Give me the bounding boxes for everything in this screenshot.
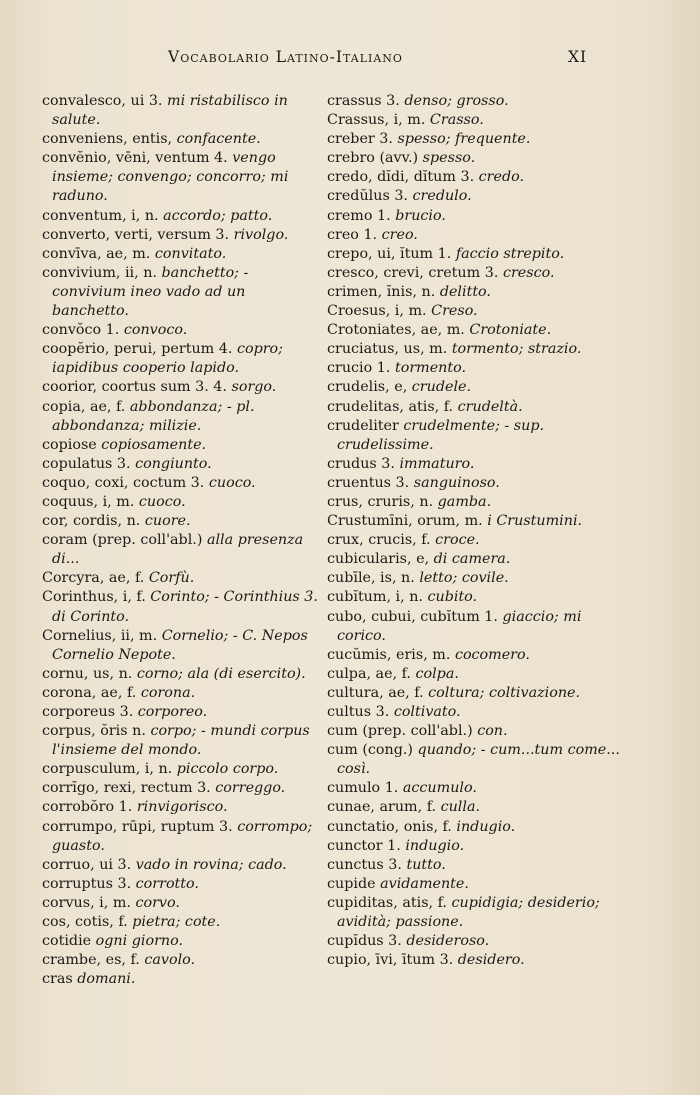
dictionary-entry <box>327 187 627 206</box>
entry-gloss: denso; grosso. <box>404 93 509 109</box>
entry-lemma: cunctus 3. <box>327 856 407 873</box>
entry-gloss: desidero. <box>457 952 525 969</box>
entry-gloss: crudele. <box>411 379 472 396</box>
entry-gloss: sanguinoso. <box>413 474 500 491</box>
entry-gloss: indugio. <box>405 837 465 854</box>
entry-lemma: cum (cong.) <box>327 742 418 759</box>
entry-gloss: credulo. <box>412 188 472 205</box>
entry-lemma: crux, crucis, f. <box>327 532 436 549</box>
entry-lemma: cotidie <box>42 933 96 950</box>
entry-gloss: giaccio; mi corico. <box>337 608 582 644</box>
dictionary-entry <box>327 226 627 245</box>
dictionary-entry <box>327 856 627 875</box>
dictionary-entry <box>42 512 324 531</box>
entry-lemma: crimen, ĭnis, n. <box>327 283 440 300</box>
dictionary-entry <box>327 818 627 837</box>
dictionary-entry <box>42 207 324 226</box>
entry-lemma: convŏco 1. <box>42 322 124 339</box>
dictionary-entry <box>42 913 324 932</box>
dictionary-entry <box>327 359 627 378</box>
dictionary-entry <box>327 608 627 646</box>
entry-gloss: tutto. <box>406 856 446 873</box>
entry-lemma: cubīle, is, n. <box>327 570 420 587</box>
entry-lemma: convĕnio, vēni, ventum 4. <box>42 150 233 167</box>
entry-gloss: spesso; frequente. <box>397 131 531 148</box>
entry-lemma: convīva, ae, m. <box>42 245 155 262</box>
page-header <box>0 48 700 72</box>
dictionary-entry <box>327 130 627 149</box>
dictionary-entry <box>42 493 324 512</box>
dictionary-entry <box>327 550 627 569</box>
entry-gloss: confacente. <box>176 131 261 148</box>
page-number: XI <box>568 48 588 66</box>
entry-gloss: spesso. <box>422 150 476 167</box>
entry-lemma: culpa, ae, f. <box>327 665 416 682</box>
entry-lemma: corvus, i, m. <box>42 894 136 911</box>
entry-lemma: corrumpo, rūpi, ruptum 3. <box>42 818 238 835</box>
dictionary-entry <box>327 875 627 894</box>
entry-lemma: crepo, ui, ĭtum 1. <box>327 245 456 262</box>
dictionary-entry <box>327 92 627 111</box>
entry-lemma: conventum, i, n. <box>42 207 164 224</box>
dictionary-entry <box>42 760 324 779</box>
entry-lemma: crebro (avv.) <box>327 150 423 167</box>
dictionary-entry <box>327 569 627 588</box>
entry-gloss: cavolo. <box>144 952 196 969</box>
dictionary-entry <box>327 951 627 970</box>
dictionary-entry <box>42 130 324 149</box>
entry-lemma: crudelitas, atis, f. <box>327 398 458 415</box>
entry-lemma: corona, ae, f. <box>42 684 141 701</box>
entry-lemma: cos, cotis, f. <box>42 914 133 931</box>
entry-gloss: corrotto. <box>135 875 199 892</box>
dictionary-entry <box>42 588 324 626</box>
entry-lemma: cras <box>42 971 78 988</box>
entry-gloss: vado in rovina; cado. <box>135 856 287 873</box>
dictionary-entry <box>42 92 324 130</box>
dictionary-entry <box>327 455 627 474</box>
dictionary-entry <box>327 302 627 321</box>
entry-lemma: Crotoniates, ae, m. <box>327 322 470 339</box>
entry-lemma: cornu, us, n. <box>42 665 137 682</box>
entry-gloss: tormento. <box>394 360 467 377</box>
dictionary-entry <box>327 168 627 187</box>
entry-gloss: vengo insieme; convengo; concorro; mi raduno. <box>52 150 289 205</box>
dictionary-entry <box>42 779 324 798</box>
dictionary-entry <box>327 245 627 264</box>
entry-gloss: corpo; - mundi corpus l'insieme del mondo. <box>52 723 310 759</box>
entry-gloss: Creso. <box>431 303 478 320</box>
dictionary-entry <box>42 340 324 378</box>
dictionary-entry <box>42 455 324 474</box>
entry-gloss: accordo; patto. <box>163 207 273 224</box>
entry-lemma: creber 3. <box>327 131 398 148</box>
entry-lemma: crudelis, e, <box>327 379 412 396</box>
entry-lemma: corrĭgo, rexi, rectum 3. <box>42 780 216 797</box>
dictionary-entry <box>327 340 627 359</box>
entry-gloss: domani. <box>77 971 136 988</box>
entry-gloss: delitto. <box>439 283 491 300</box>
entry-gloss: crudeltà. <box>457 398 523 415</box>
entry-lemma: coquus, i, m. <box>42 493 139 510</box>
dictionary-entry <box>327 111 627 130</box>
entry-gloss: croce. <box>435 532 480 549</box>
entry-lemma: cubĭtum, i, n. <box>327 589 428 606</box>
entry-lemma: convivium, ii, n. <box>42 264 162 281</box>
entry-gloss: Cornelio; - C. Nepos Cornelio Nepote. <box>52 627 308 663</box>
dictionary-entry <box>42 627 324 665</box>
dictionary-entry <box>42 856 324 875</box>
entry-gloss: indugio. <box>456 818 516 835</box>
entry-gloss: avidamente. <box>380 875 469 892</box>
dictionary-entry <box>42 245 324 264</box>
entry-lemma: Croesus, i, m. <box>327 303 432 320</box>
dictionary-entry <box>42 798 324 817</box>
entry-gloss: coltura; coltivazione. <box>428 684 581 701</box>
dictionary-entry <box>327 531 627 550</box>
entry-lemma: cultura, ae, f. <box>327 684 429 701</box>
entry-lemma: cupio, īvi, ītum 3. <box>327 952 458 969</box>
entry-lemma: cucŭmis, eris, m. <box>327 646 455 663</box>
dictionary-entry <box>327 646 627 665</box>
dictionary-entry <box>327 398 627 417</box>
entry-lemma: cor, cordis, n. <box>42 513 145 530</box>
dictionary-entry <box>42 264 324 321</box>
entry-lemma: cum (prep. coll'abl.) <box>327 723 478 740</box>
dictionary-entry <box>327 798 627 817</box>
dictionary-entry <box>327 264 627 283</box>
entry-lemma: crucio 1. <box>327 360 395 377</box>
entry-lemma: cultus 3. <box>327 704 394 720</box>
dictionary-entry <box>42 321 324 340</box>
dictionary-entry <box>42 684 324 703</box>
entry-lemma: coopĕrio, perui, pertum 4. <box>42 341 237 358</box>
entry-lemma: crassus 3. <box>327 93 405 109</box>
entry-gloss: cuoco. <box>208 474 256 491</box>
dictionary-entry <box>42 398 324 436</box>
entry-lemma: corporeus 3. <box>42 704 138 720</box>
dictionary-entry <box>42 894 324 913</box>
entry-gloss: cupidigia; desiderio; avidità; passione. <box>337 894 600 931</box>
page-title: Vocabolario Latino-Italiano <box>168 48 403 66</box>
dictionary-entry <box>327 665 627 684</box>
entry-lemma: cremo 1. <box>327 207 396 224</box>
entry-gloss: crudelmente; - sup. crudelissime. <box>337 417 545 453</box>
dictionary-entry <box>327 512 627 531</box>
entry-gloss: rinvigorisco. <box>136 799 228 816</box>
entry-lemma: corruptus 3. <box>42 875 136 892</box>
entry-lemma: copulatus 3. <box>42 455 136 472</box>
entry-gloss: corporeo. <box>137 704 208 720</box>
entry-gloss: Crasso. <box>429 112 484 129</box>
entry-gloss: letto; covile. <box>419 570 509 587</box>
entry-gloss: quando; - cum...tum come... così. <box>337 742 620 778</box>
entry-lemma: Crassus, i, m. <box>327 112 430 129</box>
entry-lemma: cubo, cubui, cubĭtum 1. <box>327 608 503 625</box>
dictionary-entry <box>42 932 324 951</box>
entry-gloss: corrompo; guasto. <box>52 818 313 854</box>
dictionary-entry <box>327 837 627 856</box>
dictionary-entry <box>327 378 627 397</box>
dictionary-entry <box>327 722 627 741</box>
entry-gloss: cuoco. <box>138 493 186 510</box>
dictionary-entry <box>42 951 324 970</box>
entry-lemma: corpus, ŏris n. <box>42 723 151 740</box>
entry-gloss: coltivato. <box>393 704 461 720</box>
entry-lemma: coram (prep. coll'abl.) <box>42 532 207 549</box>
dictionary-entry <box>327 703 627 722</box>
dictionary-entry <box>327 932 627 951</box>
entry-gloss: faccio strepito. <box>455 245 565 262</box>
entry-lemma: creo 1. <box>327 226 382 243</box>
entry-lemma: cruentus 3. <box>327 474 414 491</box>
entry-lemma: Corcyra, ae, f. <box>42 570 149 587</box>
dictionary-entry <box>42 436 324 455</box>
entry-lemma: convalesco, ui 3. <box>42 93 168 109</box>
entry-gloss: di camera. <box>433 551 511 568</box>
entry-gloss: ogni giorno. <box>95 933 184 950</box>
dictionary-entry <box>42 970 324 989</box>
entry-gloss: convoco. <box>123 322 188 339</box>
entry-lemma: corrobŏro 1. <box>42 799 137 816</box>
entry-lemma: cupĭdus 3. <box>327 933 407 950</box>
entry-gloss: alla presenza di... <box>52 532 304 568</box>
entry-gloss: colpa. <box>415 665 459 682</box>
entry-lemma: converto, verti, versum 3. <box>42 226 234 243</box>
dictionary-entry <box>42 875 324 894</box>
entry-lemma: copiose <box>42 436 102 453</box>
entry-gloss: Corinto; - Corinthius 3. di Corinto. <box>52 589 318 625</box>
right-column <box>327 92 627 970</box>
entry-lemma: coorior, coortus sum 3. 4. <box>42 379 232 396</box>
entry-gloss: desideroso. <box>406 933 490 950</box>
entry-gloss: Crotoniate. <box>469 322 552 339</box>
dictionary-entry <box>327 779 627 798</box>
entry-lemma: corpusculum, i, n. <box>42 761 177 778</box>
entry-gloss: cocomero. <box>454 646 530 663</box>
dictionary-entry <box>327 741 627 779</box>
entry-gloss: i Crustumini. <box>487 513 583 530</box>
entry-gloss: credo. <box>478 169 525 186</box>
entry-gloss: tormento; strazio. <box>451 341 582 358</box>
entry-gloss: banchetto; - convivium ineo vado ad un banchetto. <box>52 264 249 320</box>
entry-gloss: corona. <box>140 684 196 701</box>
entry-lemma: cumulo 1. <box>327 780 403 797</box>
entry-lemma: Cornelius, ii, m. <box>42 627 162 644</box>
entry-lemma: crambe, es, f. <box>42 952 145 969</box>
entry-lemma: cubicularis, e, <box>327 551 434 568</box>
entry-gloss: mi ristabilisco in salute. <box>52 93 288 129</box>
entry-gloss: cubito. <box>427 589 478 606</box>
entry-lemma: crus, cruris, n. <box>327 493 438 510</box>
dictionary-entry <box>42 722 324 760</box>
entry-gloss: convitato. <box>154 245 227 262</box>
dictionary-entry <box>42 531 324 569</box>
dictionary-entry <box>327 684 627 703</box>
entry-gloss: copro; iapidibus cooperio lapido. <box>52 341 283 377</box>
entry-lemma: Crustumīni, orum, m. <box>327 513 488 530</box>
entry-gloss: congiunto. <box>135 455 212 472</box>
entry-gloss: rivolgo. <box>233 226 289 243</box>
dictionary-entry <box>327 588 627 607</box>
entry-gloss: piccolo corpo. <box>176 761 279 778</box>
entry-lemma: cupide <box>327 875 381 892</box>
entry-gloss: cresco. <box>502 264 555 281</box>
entry-lemma: copia, ae, f. <box>42 398 130 415</box>
entry-gloss: correggo. <box>215 780 286 797</box>
entry-lemma: crudeliter <box>327 417 404 434</box>
entry-lemma: credŭlus 3. <box>327 188 413 205</box>
entry-gloss: creo. <box>381 226 418 243</box>
entry-lemma: cruciatus, us, m. <box>327 341 452 358</box>
entry-lemma: cresco, crevi, cretum 3. <box>327 264 503 281</box>
entry-gloss: gamba. <box>437 493 492 510</box>
entry-lemma: credo, dĭdi, dĭtum 3. <box>327 169 479 186</box>
entry-lemma: crudus 3. <box>327 455 400 472</box>
entry-gloss: Corfù. <box>148 570 195 587</box>
dictionary-entry <box>327 474 627 493</box>
dictionary-entry <box>42 665 324 684</box>
entry-lemma: cunctor 1. <box>327 837 406 854</box>
entry-gloss: pietra; cote. <box>132 914 221 931</box>
entry-gloss: accumulo. <box>402 780 477 797</box>
entry-gloss: cuore. <box>144 513 191 530</box>
entry-lemma: corruo, ui 3. <box>42 856 136 873</box>
dictionary-entry <box>42 818 324 856</box>
dictionary-entry <box>327 894 627 932</box>
entry-gloss: abbondanza; - pl. abbondanza; milizie. <box>52 398 255 434</box>
entry-gloss: brucio. <box>395 207 446 224</box>
entry-gloss: copiosamente. <box>101 436 207 453</box>
dictionary-entry <box>42 703 324 722</box>
dictionary-entry <box>42 149 324 206</box>
entry-gloss: sorgo. <box>231 379 277 396</box>
dictionary-entry <box>42 569 324 588</box>
dictionary-entry <box>327 321 627 340</box>
dictionary-entry <box>42 378 324 397</box>
dictionary-entry <box>327 207 627 226</box>
entry-lemma: cunctatio, onis, f. <box>327 818 457 835</box>
entry-gloss: immaturo. <box>399 455 475 472</box>
dictionary-entry <box>42 226 324 245</box>
dictionary-entry <box>327 283 627 302</box>
entry-gloss: con. <box>477 723 508 740</box>
entry-gloss: corno; ala (di esercito). <box>136 665 306 682</box>
entry-lemma: Corinthus, i, f. <box>42 589 151 606</box>
entry-lemma: cupiditas, atis, f. <box>327 894 452 911</box>
entry-gloss: corvo. <box>135 894 180 911</box>
dictionary-entry <box>327 149 627 168</box>
dictionary-entry <box>327 493 627 512</box>
dictionary-entry <box>42 474 324 493</box>
entry-lemma: conveniens, entis, <box>42 131 177 148</box>
dictionary-entry <box>327 417 627 455</box>
left-column <box>42 92 324 989</box>
entry-lemma: coquo, coxi, coctum 3. <box>42 474 209 491</box>
entry-lemma: cunae, arum, f. <box>327 799 441 816</box>
entry-gloss: culla. <box>440 799 481 816</box>
